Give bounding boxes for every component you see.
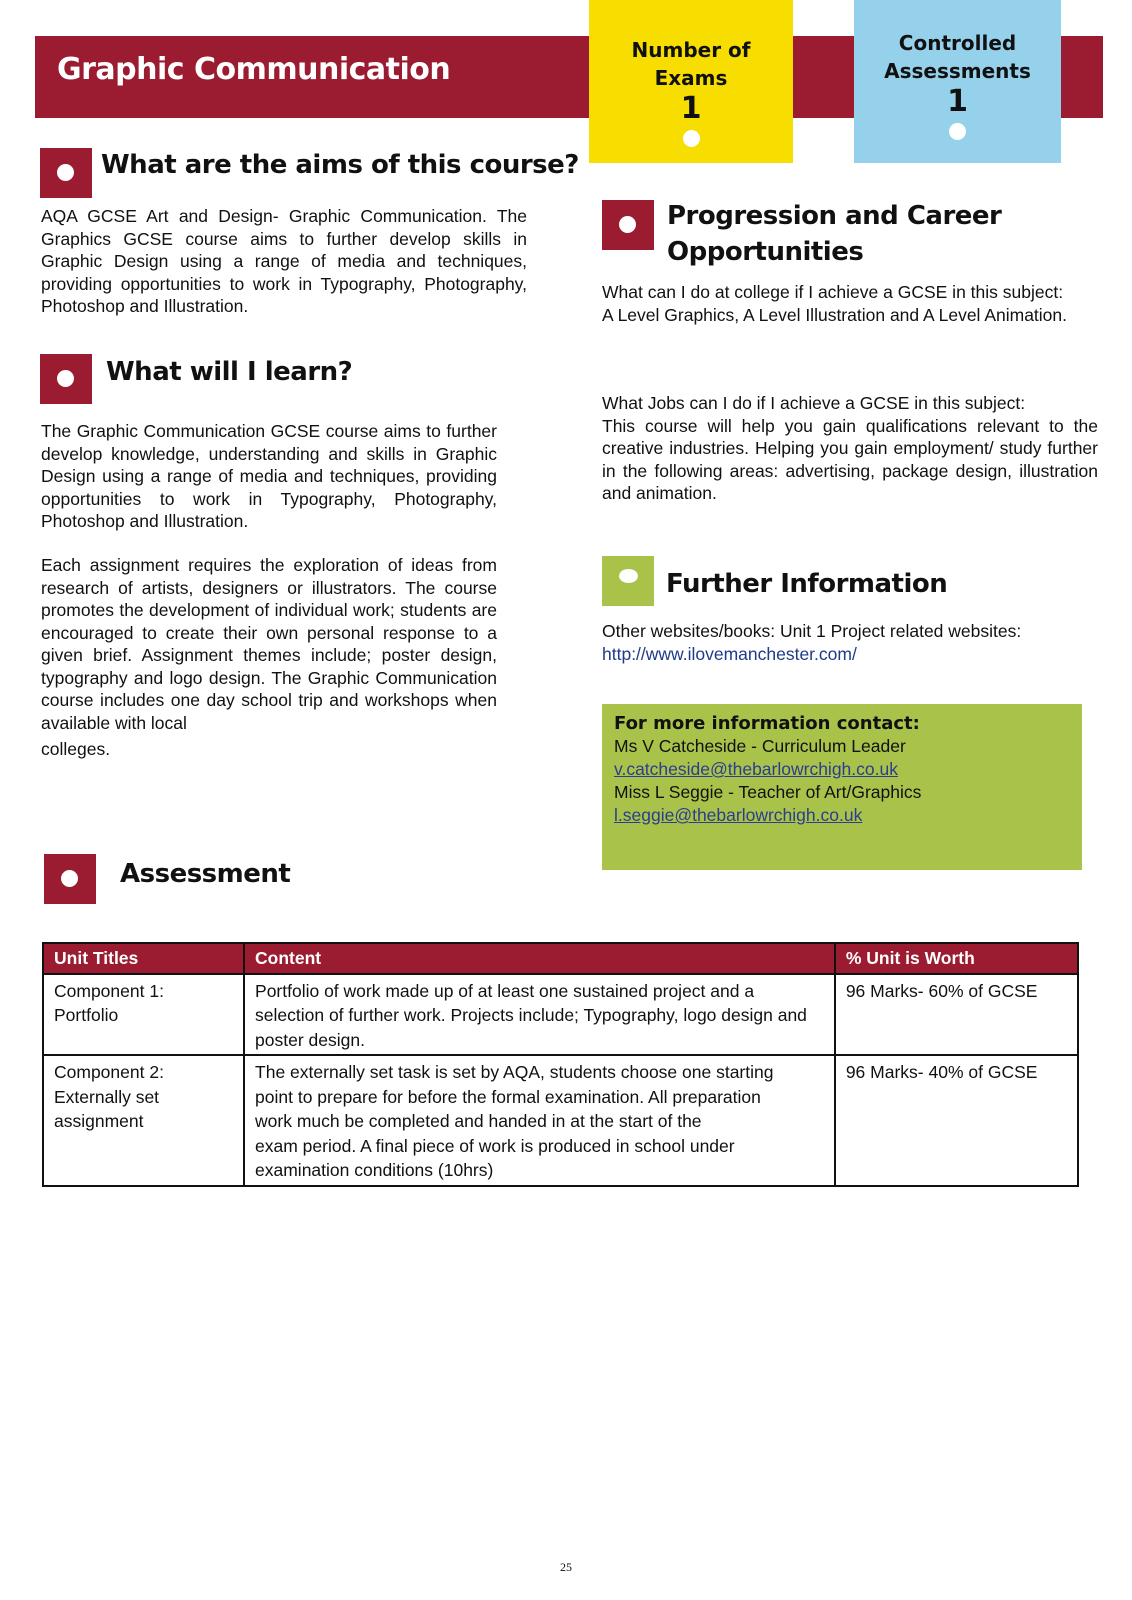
learn-heading: What will I learn? [106, 357, 353, 387]
stat-label-line: Assessments [884, 59, 1031, 83]
jobs-question: What Jobs can I do if I achieve a GCSE in this subject: [602, 393, 1026, 413]
section-bullet-icon [40, 148, 92, 198]
page-number: 25 [560, 1560, 572, 1574]
unit-title-line: Externally set [54, 1086, 160, 1107]
section-bullet-icon [602, 200, 654, 250]
learn-paragraph-end: colleges. [41, 739, 111, 759]
contact-person: Ms V Catcheside - Curriculum Leader [614, 736, 906, 756]
learn-paragraph: The Graphic Communication GCSE course aims to further develop knowledge, understanding and skills in Graphic Design using a range of media and techniques, providing opportunities to work in Typography, Photography, Photoshop and Illustration. [41, 421, 497, 531]
unit-title-line: Component 1: [54, 980, 164, 1001]
progression-heading-line: Opportunities [667, 237, 864, 267]
progression-college [602, 281, 1082, 326]
further-heading: Further Information [666, 569, 948, 599]
stat-label-line: Number of [631, 38, 751, 62]
table-row [43, 1055, 1078, 1186]
section-bullet-icon [40, 354, 92, 404]
contact-email-link[interactable]: v.catcheside@thebarlowrchigh.co.uk [614, 759, 898, 779]
jobs-answer: This course will help you gain qualifications relevant to the creative industries. Helping you gain employment/ study further in the following areas: advertising, package design, illustration and animation. [602, 415, 1098, 503]
unit-title-line: Component 2: [54, 1062, 164, 1082]
bullet-dot-icon [683, 130, 700, 147]
stat-label-line: Exams [654, 66, 728, 90]
unit-title-line: Portfolio [54, 1005, 119, 1025]
contact-box [602, 704, 1082, 870]
column-header: Unit Titles [43, 943, 244, 974]
unit-title-cell [43, 1055, 244, 1186]
further-text [602, 620, 1102, 665]
stat-number-of-exams [589, 0, 793, 163]
aims-heading: What are the aims of this course? [101, 150, 579, 180]
worth-cell: 96 Marks- 60% of GCSE [835, 974, 1078, 1056]
assessment-heading: Assessment [120, 859, 291, 889]
progression-jobs [602, 392, 1098, 505]
page-title: Graphic Communication [57, 52, 451, 87]
websites-label: Other websites/books: Unit 1 Project related websites: [602, 621, 1022, 641]
section-bullet-icon [602, 556, 654, 606]
content-line: The externally set task is set by AQA, students choose one starting [255, 1062, 774, 1082]
learn-text [41, 420, 497, 533]
aims-paragraph: AQA GCSE Art and Design- Graphic Communication. The Graphics GCSE course aims to further develop skills in Graphic Design using a range of media and techniques, providing opportunities to work in Typography, Photography, Photoshop and Illustration. [41, 206, 527, 316]
progression-heading-line: Progression and Career [667, 201, 1002, 231]
stat-label [854, 29, 1061, 85]
stat-controlled-assessments [854, 0, 1061, 163]
college-answer: A Level Graphics, A Level Illustration and A Level Animation. [602, 304, 1068, 325]
bullet-dot-icon [949, 123, 966, 140]
column-header: % Unit is Worth [835, 943, 1078, 974]
aims-text [41, 205, 527, 318]
stat-value: 1 [680, 91, 702, 126]
learn-paragraph: Each assignment requires the exploration of ideas from research of artists, designers or illustrators. The course promotes the development of individual work; students are encouraged to create their own personal response to a given brief. Assignment themes include; poster design, typography and logo design. The Graphic Communication course includes one day school trip and workshops when available with local [41, 555, 497, 733]
content-line: examination conditions (10hrs) [255, 1160, 494, 1180]
college-question: What can I do at college if I achieve a GCSE in this subject: [602, 282, 1064, 302]
section-bullet-icon [44, 854, 96, 904]
contact-heading: For more information contact: [614, 713, 920, 734]
content-cell [244, 1055, 835, 1186]
table-row [43, 974, 1078, 1056]
unit-title-line: assignment [54, 1111, 144, 1131]
unit-title-cell [43, 974, 244, 1056]
stat-label-line: Controlled [898, 31, 1017, 55]
learn-text-2 [41, 554, 497, 761]
column-header: Content [244, 943, 835, 974]
website-link[interactable]: http://www.ilovemanchester.com/ [602, 643, 857, 664]
worth-cell: 96 Marks- 40% of GCSE [835, 1055, 1078, 1186]
stat-value: 1 [947, 84, 968, 119]
stat-label [589, 36, 793, 92]
content-line: point to prepare for before the formal examination. All preparation [255, 1086, 761, 1107]
content-cell: Portfolio of work made up of at least one sustained project and a selection of further work. Projects include; Typography, logo design and poster design. [244, 974, 835, 1056]
content-line: work much be completed and handed in at the start of the [255, 1111, 702, 1131]
content-line: exam period. A final piece of work is produced in school under [255, 1135, 735, 1156]
progression-heading [667, 198, 1001, 270]
contact-person: Miss L Seggie - Teacher of Art/Graphics [614, 782, 922, 802]
table-header-row [43, 943, 1078, 974]
assessment-table [42, 942, 1079, 1187]
contact-email-link[interactable]: l.seggie@thebarlowrchigh.co.uk [614, 805, 863, 825]
